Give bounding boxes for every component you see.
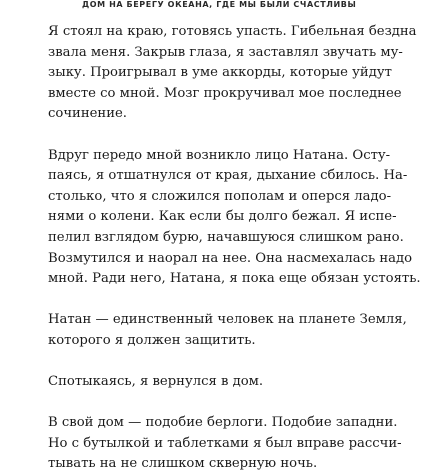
paragraph — [48, 413, 402, 475]
text-line: Спотыкаясь, я вернулся в дом. — [48, 374, 264, 390]
text-line: зыку. Проигрывал в уме аккорды, которые уйдут — [48, 65, 392, 81]
text-line: которого я должен защитить. — [48, 332, 256, 348]
paragraph-gap — [48, 125, 358, 146]
paragraph — [48, 22, 417, 125]
paragraph-gap — [48, 352, 358, 373]
paragraph-gap — [48, 393, 358, 414]
text-line: тывать на не слишком скверную ночь. — [48, 456, 318, 472]
text-line: Вдруг передо мной возникло лицо Натана. Осту- — [48, 147, 391, 163]
text-line: Я стоял на краю, готовясь упасть. Гибельная бездна — [48, 24, 417, 39]
paragraph — [48, 146, 421, 290]
text-line: сочинение. — [48, 106, 128, 122]
text-line: В свой дом — подобие берлоги. Подобие западни. — [48, 415, 398, 431]
text-line: нями о колени. Как если бы долго бежал. Я испе- — [48, 209, 397, 225]
text-line: звала меня. Закрыв глаза, я заставлял звучать му- — [48, 44, 403, 60]
text-line: Натан — единственный человек на планете Земля, — [48, 312, 407, 328]
paragraph — [48, 310, 407, 351]
running-head: ДОМ НА БЕРЕГУ ОКЕАНА, ГДЕ МЫ БЫЛИ СЧАСТЛИВЫ — [82, 0, 357, 9]
text-line: паясь, я отшатнулся от края, дыхание сбилось. На- — [48, 168, 408, 184]
text-line: пелил взглядом бурю, начавшуюся слишком рано. — [48, 229, 404, 245]
paragraph — [48, 372, 358, 393]
text-line: мной. Ради него, Натана, я пока еще обязан устоять. — [48, 271, 421, 287]
body-text — [48, 22, 421, 475]
text-line: столько, что я сложился пополам и оперся ладо- — [48, 188, 392, 204]
text-line: вместе со мной. Мозг прокручивал мое последнее — [48, 85, 402, 101]
text-line: Возмутился и наорал на нее. Она насмехалась надо — [48, 250, 413, 266]
paragraph-gap — [48, 290, 358, 311]
text-line: Но с бутылкой и таблетками я был вправе рассчи- — [48, 435, 402, 451]
